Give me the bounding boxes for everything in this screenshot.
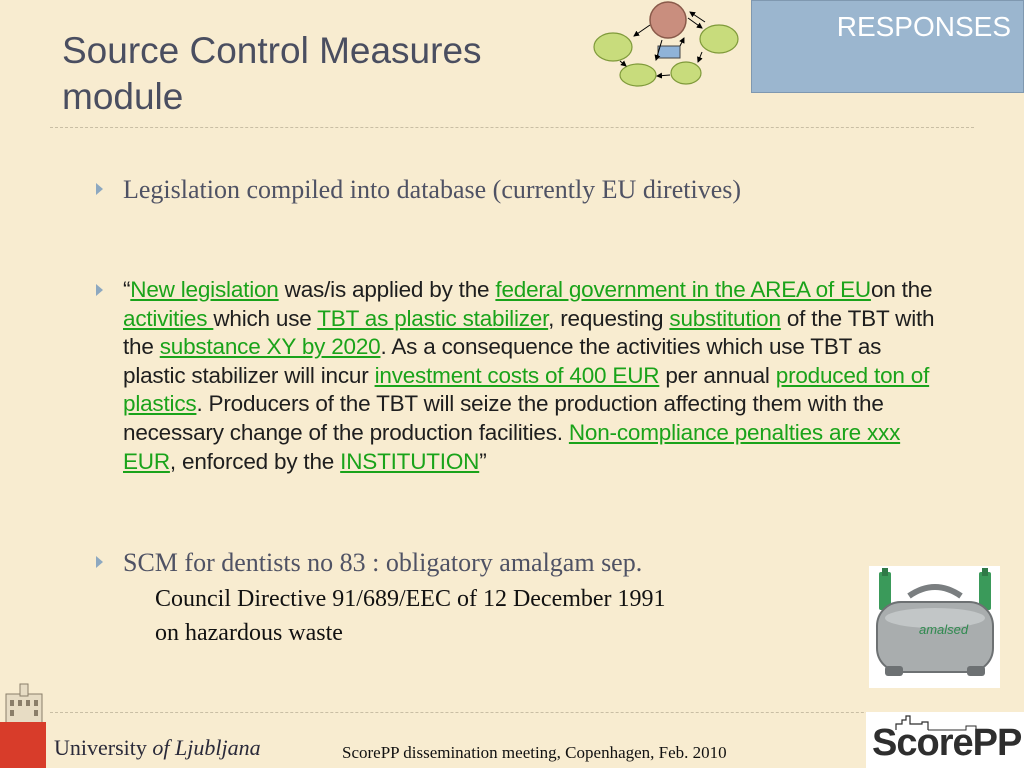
product-label: amalsed <box>919 622 969 637</box>
university-building-icon <box>2 680 46 724</box>
footer-divider <box>50 712 974 713</box>
text-segment: on the <box>870 277 933 302</box>
cycle-center-box <box>658 46 680 58</box>
text-segment: . As a consequence the activities which use TBT as plastic stabilizer will incur <box>123 334 882 388</box>
bullet-scenario-quote <box>123 276 943 476</box>
link-produced-ton[interactable]: produced ton of plastics <box>123 362 930 417</box>
cycle-node-left <box>594 33 632 61</box>
text-segment: , enforced by the <box>169 448 341 474</box>
open-quote: “ <box>123 277 131 302</box>
cycle-diagram <box>590 0 740 92</box>
link-substitution[interactable]: substitution <box>669 305 781 331</box>
slide-title: Source Control Measures module <box>62 30 482 117</box>
scorepp-logo <box>866 712 1024 768</box>
university-name-italic: of Ljubljana <box>152 735 261 760</box>
text-segment: which use <box>213 305 318 331</box>
link-substance-xy[interactable]: substance XY by 2020 <box>159 334 381 360</box>
university-name-plain: University <box>54 735 153 760</box>
bullet-arrow-icon <box>96 556 103 568</box>
text-segment: , requesting <box>548 305 670 331</box>
scorepp-logo-text: ScorePP <box>872 722 1022 764</box>
university-name <box>54 735 261 761</box>
text-segment: of the TBT with the <box>123 305 935 360</box>
cycle-node-bottom-right <box>671 62 701 84</box>
link-investment-costs[interactable]: investment costs of 400 EUR <box>374 362 660 388</box>
cycle-node-right <box>700 25 738 53</box>
cycle-node-bottom-left <box>620 64 656 86</box>
link-federal-government[interactable]: federal government in the AREA of EU <box>495 277 871 302</box>
link-penalties[interactable]: Non-compliance penalties are xxx EUR <box>123 419 901 474</box>
amalgam-separator-icon <box>869 566 1000 688</box>
text-segment: . Producers of the TBT will seize the production affecting them with the necessary change of the production facilities. <box>123 391 884 445</box>
close-quote: ” <box>479 448 487 474</box>
bullet-legislation: Legislation compiled into database (currently EU diretives) <box>123 175 742 204</box>
title-divider <box>50 127 974 128</box>
bullet-arrow-icon <box>96 183 103 195</box>
bullet-scm-dentists: SCM for dentists no 83 : obligatory amalgam sep. <box>123 548 643 577</box>
council-directive-line2: on hazardous waste <box>155 620 343 646</box>
cycle-node-top <box>650 2 686 38</box>
link-activities[interactable]: activities <box>123 305 214 331</box>
link-institution[interactable]: INSTITUTION <box>340 448 480 474</box>
university-red-bar <box>0 722 46 768</box>
council-directive <box>155 582 875 650</box>
bullet-arrow-icon <box>96 284 103 296</box>
meeting-footer: ScorePP dissemination meeting, Copenhagen, Feb. 2010 <box>342 743 727 762</box>
text-segment: per annual <box>659 362 776 388</box>
council-directive-line1: Council Directive 91/689/EEC of 12 December 1991 <box>155 586 666 612</box>
link-tbt-stabilizer[interactable]: TBT as plastic stabilizer <box>317 305 549 331</box>
responses-panel <box>751 0 1024 93</box>
responses-label: RESPONSES <box>836 11 1011 42</box>
amalgam-separator-image <box>869 566 1000 688</box>
link-new-legislation[interactable]: New legislation <box>130 277 279 302</box>
text-segment: was/is applied by the <box>278 277 496 302</box>
